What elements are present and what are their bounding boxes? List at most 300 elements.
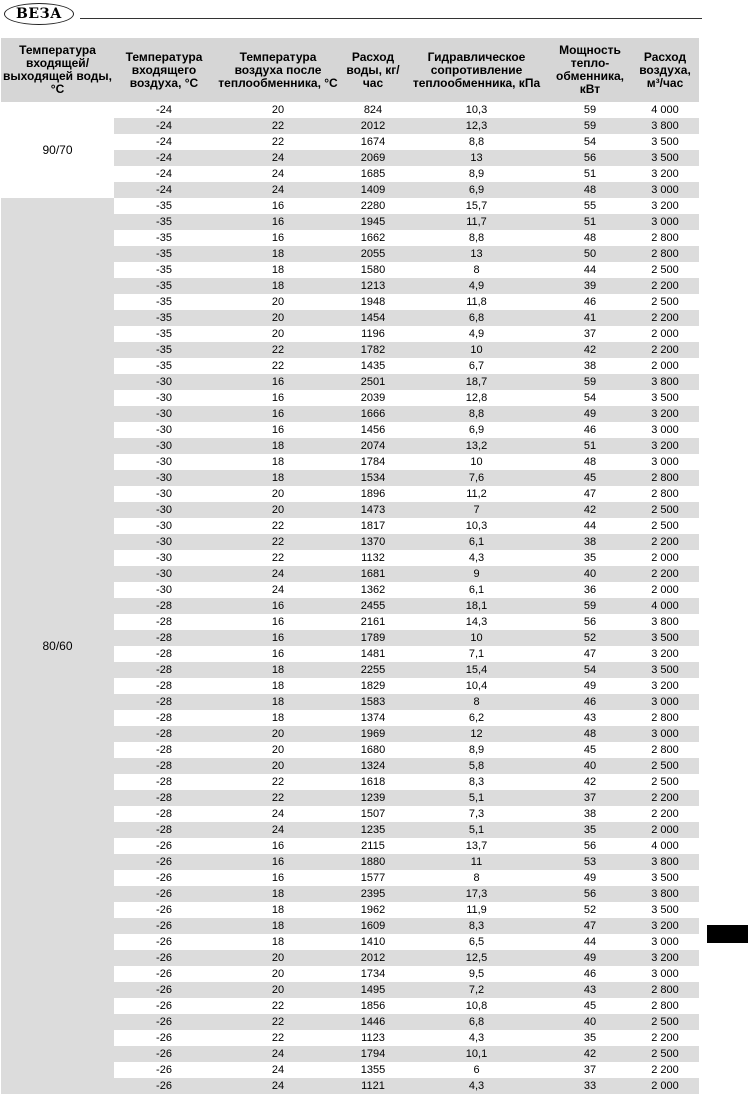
air-in-temp-cell: -24	[114, 182, 214, 198]
water-flow-cell: 2074	[342, 438, 404, 454]
air-in-temp-cell: -28	[114, 662, 214, 678]
air-in-temp-cell: -26	[114, 1062, 214, 1078]
air-flow-cell: 2 000	[631, 550, 699, 566]
air-flow-cell: 3 800	[631, 118, 699, 134]
air-in-temp-cell: -30	[114, 534, 214, 550]
power-cell: 56	[549, 614, 631, 630]
col-header-air-out-temp: Температура воздуха после теплообменника, °С	[214, 38, 342, 102]
air-out-temp-cell: 18	[214, 710, 342, 726]
resistance-cell: 10,3	[404, 102, 549, 118]
air-in-temp-cell: -35	[114, 294, 214, 310]
table-header-row	[1, 38, 699, 102]
air-in-temp-cell: -28	[114, 646, 214, 662]
water-flow-cell: 2255	[342, 662, 404, 678]
power-cell: 46	[549, 966, 631, 982]
water-flow-cell: 1680	[342, 742, 404, 758]
air-in-temp-cell: -28	[114, 710, 214, 726]
col-header-hydraulic-resistance: Гидравлическое сопротивление теплообменника, кПа	[404, 38, 549, 102]
power-cell: 40	[549, 1014, 631, 1030]
resistance-cell: 8,9	[404, 742, 549, 758]
water-flow-cell: 1782	[342, 342, 404, 358]
water-flow-cell: 1324	[342, 758, 404, 774]
water-flow-cell: 1681	[342, 566, 404, 582]
resistance-cell: 17,3	[404, 886, 549, 902]
air-flow-cell: 3 000	[631, 694, 699, 710]
air-flow-cell: 3 500	[631, 134, 699, 150]
resistance-cell: 4,9	[404, 326, 549, 342]
air-flow-cell: 2 200	[631, 342, 699, 358]
power-cell: 49	[549, 406, 631, 422]
power-cell: 45	[549, 470, 631, 486]
air-out-temp-cell: 20	[214, 326, 342, 342]
air-in-temp-cell: -26	[114, 1030, 214, 1046]
air-flow-cell: 2 500	[631, 1046, 699, 1062]
table-row	[1, 102, 699, 118]
resistance-cell: 13	[404, 150, 549, 166]
air-in-temp-cell: -26	[114, 838, 214, 854]
water-flow-cell: 1969	[342, 726, 404, 742]
air-out-temp-cell: 16	[214, 374, 342, 390]
water-flow-cell: 1817	[342, 518, 404, 534]
air-out-temp-cell: 24	[214, 166, 342, 182]
air-out-temp-cell: 16	[214, 230, 342, 246]
air-in-temp-cell: -28	[114, 758, 214, 774]
resistance-cell: 15,4	[404, 662, 549, 678]
air-in-temp-cell: -26	[114, 934, 214, 950]
power-cell: 37	[549, 326, 631, 342]
air-flow-cell: 2 000	[631, 822, 699, 838]
air-out-temp-cell: 22	[214, 790, 342, 806]
page-side-tab	[707, 925, 748, 943]
air-in-temp-cell: -30	[114, 502, 214, 518]
air-flow-cell: 4 000	[631, 838, 699, 854]
water-flow-cell: 1456	[342, 422, 404, 438]
resistance-cell: 8,3	[404, 918, 549, 934]
air-out-temp-cell: 16	[214, 390, 342, 406]
resistance-cell: 11	[404, 854, 549, 870]
resistance-cell: 6,9	[404, 422, 549, 438]
resistance-cell: 18,1	[404, 598, 549, 614]
power-cell: 51	[549, 438, 631, 454]
resistance-cell: 6,8	[404, 310, 549, 326]
power-cell: 37	[549, 1062, 631, 1078]
resistance-cell: 4,3	[404, 1078, 549, 1094]
resistance-cell: 11,9	[404, 902, 549, 918]
air-flow-cell: 3 800	[631, 614, 699, 630]
air-in-temp-cell: -35	[114, 342, 214, 358]
air-in-temp-cell: -24	[114, 166, 214, 182]
power-cell: 48	[549, 182, 631, 198]
col-header-power: Мощность тепло-обменника, кВт	[549, 38, 631, 102]
air-flow-cell: 3 000	[631, 182, 699, 198]
air-flow-cell: 2 500	[631, 1014, 699, 1030]
water-flow-cell: 1784	[342, 454, 404, 470]
power-cell: 38	[549, 358, 631, 374]
resistance-cell: 7,1	[404, 646, 549, 662]
water-flow-cell: 1213	[342, 278, 404, 294]
resistance-cell: 11,8	[404, 294, 549, 310]
power-cell: 35	[549, 550, 631, 566]
resistance-cell: 6,2	[404, 710, 549, 726]
power-cell: 48	[549, 230, 631, 246]
air-out-temp-cell: 16	[214, 406, 342, 422]
air-out-temp-cell: 18	[214, 694, 342, 710]
resistance-cell: 15,7	[404, 198, 549, 214]
air-out-temp-cell: 24	[214, 1046, 342, 1062]
power-cell: 42	[549, 1046, 631, 1062]
water-flow-cell: 1734	[342, 966, 404, 982]
water-flow-cell: 2039	[342, 390, 404, 406]
air-in-temp-cell: -24	[114, 118, 214, 134]
water-flow-cell: 1409	[342, 182, 404, 198]
air-in-temp-cell: -30	[114, 566, 214, 582]
resistance-cell: 18,7	[404, 374, 549, 390]
resistance-cell: 8	[404, 870, 549, 886]
power-cell: 54	[549, 662, 631, 678]
air-out-temp-cell: 22	[214, 342, 342, 358]
air-flow-cell: 3 500	[631, 870, 699, 886]
air-in-temp-cell: -26	[114, 1046, 214, 1062]
air-out-temp-cell: 20	[214, 758, 342, 774]
resistance-cell: 9,5	[404, 966, 549, 982]
air-in-temp-cell: -35	[114, 278, 214, 294]
air-in-temp-cell: -28	[114, 726, 214, 742]
power-cell: 51	[549, 166, 631, 182]
air-in-temp-cell: -30	[114, 582, 214, 598]
air-out-temp-cell: 18	[214, 918, 342, 934]
air-in-temp-cell: -28	[114, 678, 214, 694]
resistance-cell: 8,3	[404, 774, 549, 790]
air-out-temp-cell: 18	[214, 454, 342, 470]
air-out-temp-cell: 16	[214, 214, 342, 230]
air-flow-cell: 3 200	[631, 406, 699, 422]
water-flow-cell: 1794	[342, 1046, 404, 1062]
water-flow-cell: 2012	[342, 950, 404, 966]
power-cell: 49	[549, 678, 631, 694]
col-header-air-flow: Расход воздуха, м³/час	[631, 38, 699, 102]
air-in-temp-cell: -30	[114, 470, 214, 486]
air-flow-cell: 2 800	[631, 246, 699, 262]
air-in-temp-cell: -28	[114, 806, 214, 822]
power-cell: 48	[549, 454, 631, 470]
resistance-cell: 12	[404, 726, 549, 742]
water-flow-cell: 1121	[342, 1078, 404, 1094]
air-out-temp-cell: 22	[214, 1014, 342, 1030]
air-out-temp-cell: 16	[214, 198, 342, 214]
air-in-temp-cell: -30	[114, 390, 214, 406]
power-cell: 43	[549, 710, 631, 726]
resistance-cell: 8,8	[404, 406, 549, 422]
air-out-temp-cell: 16	[214, 422, 342, 438]
air-in-temp-cell: -30	[114, 486, 214, 502]
water-flow-cell: 1374	[342, 710, 404, 726]
air-out-temp-cell: 20	[214, 310, 342, 326]
water-flow-cell: 2115	[342, 838, 404, 854]
air-in-temp-cell: -35	[114, 310, 214, 326]
air-out-temp-cell: 16	[214, 598, 342, 614]
air-out-temp-cell: 22	[214, 998, 342, 1014]
air-flow-cell: 2 500	[631, 262, 699, 278]
air-out-temp-cell: 22	[214, 1030, 342, 1046]
power-cell: 59	[549, 598, 631, 614]
resistance-cell: 10,8	[404, 998, 549, 1014]
air-in-temp-cell: -35	[114, 246, 214, 262]
air-out-temp-cell: 20	[214, 294, 342, 310]
power-cell: 46	[549, 694, 631, 710]
air-out-temp-cell: 18	[214, 470, 342, 486]
air-flow-cell: 3 500	[631, 902, 699, 918]
air-in-temp-cell: -26	[114, 1078, 214, 1094]
col-header-air-in-temp: Температура входящего воздуха, °С	[114, 38, 214, 102]
power-cell: 47	[549, 486, 631, 502]
header-divider	[80, 18, 702, 19]
power-cell: 38	[549, 806, 631, 822]
resistance-cell: 4,3	[404, 1030, 549, 1046]
air-in-temp-cell: -35	[114, 198, 214, 214]
air-out-temp-cell: 18	[214, 262, 342, 278]
air-flow-cell: 3 000	[631, 422, 699, 438]
air-out-temp-cell: 20	[214, 502, 342, 518]
air-flow-cell: 2 200	[631, 310, 699, 326]
resistance-cell: 13,7	[404, 838, 549, 854]
air-flow-cell: 3 800	[631, 854, 699, 870]
power-cell: 33	[549, 1078, 631, 1094]
water-flow-cell: 1577	[342, 870, 404, 886]
water-flow-cell: 2161	[342, 614, 404, 630]
air-out-temp-cell: 24	[214, 806, 342, 822]
air-flow-cell: 2 200	[631, 790, 699, 806]
water-flow-cell: 1829	[342, 678, 404, 694]
air-in-temp-cell: -28	[114, 790, 214, 806]
company-logo	[4, 3, 74, 25]
water-flow-cell: 1235	[342, 822, 404, 838]
power-cell: 42	[549, 342, 631, 358]
power-cell: 51	[549, 214, 631, 230]
air-out-temp-cell: 18	[214, 246, 342, 262]
resistance-cell: 13	[404, 246, 549, 262]
air-in-temp-cell: -28	[114, 742, 214, 758]
air-in-temp-cell: -28	[114, 598, 214, 614]
air-in-temp-cell: -26	[114, 966, 214, 982]
water-flow-cell: 1945	[342, 214, 404, 230]
air-flow-cell: 3 800	[631, 374, 699, 390]
resistance-cell: 7,6	[404, 470, 549, 486]
air-out-temp-cell: 20	[214, 486, 342, 502]
air-flow-cell: 2 200	[631, 806, 699, 822]
air-out-temp-cell: 16	[214, 854, 342, 870]
air-in-temp-cell: -26	[114, 950, 214, 966]
air-flow-cell: 2 200	[631, 534, 699, 550]
resistance-cell: 13,2	[404, 438, 549, 454]
power-cell: 52	[549, 630, 631, 646]
air-in-temp-cell: -26	[114, 998, 214, 1014]
air-flow-cell: 2 000	[631, 1078, 699, 1094]
resistance-cell: 11,2	[404, 486, 549, 502]
power-cell: 40	[549, 566, 631, 582]
water-flow-cell: 824	[342, 102, 404, 118]
air-out-temp-cell: 20	[214, 966, 342, 982]
air-in-temp-cell: -30	[114, 518, 214, 534]
air-flow-cell: 3 200	[631, 918, 699, 934]
power-cell: 55	[549, 198, 631, 214]
air-flow-cell: 3 200	[631, 646, 699, 662]
air-flow-cell: 2 500	[631, 774, 699, 790]
air-out-temp-cell: 16	[214, 870, 342, 886]
air-flow-cell: 2 200	[631, 566, 699, 582]
resistance-cell: 10	[404, 454, 549, 470]
air-in-temp-cell: -28	[114, 630, 214, 646]
water-flow-cell: 1370	[342, 534, 404, 550]
air-in-temp-cell: -24	[114, 102, 214, 118]
air-out-temp-cell: 20	[214, 102, 342, 118]
air-flow-cell: 3 000	[631, 214, 699, 230]
air-out-temp-cell: 20	[214, 982, 342, 998]
water-flow-cell: 1789	[342, 630, 404, 646]
air-flow-cell: 3 000	[631, 454, 699, 470]
water-flow-cell: 1609	[342, 918, 404, 934]
water-flow-cell: 1662	[342, 230, 404, 246]
air-in-temp-cell: -26	[114, 1014, 214, 1030]
resistance-cell: 8	[404, 694, 549, 710]
resistance-cell: 4,9	[404, 278, 549, 294]
air-out-temp-cell: 20	[214, 726, 342, 742]
logo-text: ВЕЗА	[15, 6, 62, 22]
air-in-temp-cell: -26	[114, 886, 214, 902]
air-out-temp-cell: 24	[214, 1062, 342, 1078]
air-out-temp-cell: 22	[214, 534, 342, 550]
air-flow-cell: 2 000	[631, 358, 699, 374]
water-flow-cell: 2455	[342, 598, 404, 614]
air-out-temp-cell: 22	[214, 118, 342, 134]
resistance-cell: 10,4	[404, 678, 549, 694]
resistance-cell: 10,1	[404, 1046, 549, 1062]
water-flow-cell: 2055	[342, 246, 404, 262]
power-cell: 56	[549, 838, 631, 854]
air-out-temp-cell: 18	[214, 438, 342, 454]
power-cell: 48	[549, 726, 631, 742]
water-flow-cell: 1580	[342, 262, 404, 278]
water-flow-cell: 1495	[342, 982, 404, 998]
air-in-temp-cell: -35	[114, 214, 214, 230]
power-cell: 56	[549, 150, 631, 166]
power-cell: 43	[549, 982, 631, 998]
water-flow-cell: 1962	[342, 902, 404, 918]
resistance-cell: 6,9	[404, 182, 549, 198]
air-out-temp-cell: 24	[214, 566, 342, 582]
power-cell: 37	[549, 790, 631, 806]
air-flow-cell: 3 000	[631, 726, 699, 742]
air-flow-cell: 2 800	[631, 742, 699, 758]
resistance-cell: 10	[404, 342, 549, 358]
water-flow-cell: 1666	[342, 406, 404, 422]
power-cell: 54	[549, 134, 631, 150]
air-flow-cell: 3 200	[631, 678, 699, 694]
power-cell: 54	[549, 390, 631, 406]
air-out-temp-cell: 20	[214, 742, 342, 758]
water-flow-cell: 1123	[342, 1030, 404, 1046]
water-flow-cell: 1685	[342, 166, 404, 182]
water-temp-group-cell: 80/60	[1, 198, 114, 1094]
air-in-temp-cell: -26	[114, 854, 214, 870]
water-flow-cell: 1583	[342, 694, 404, 710]
air-in-temp-cell: -30	[114, 438, 214, 454]
power-cell: 46	[549, 294, 631, 310]
air-flow-cell: 2 800	[631, 710, 699, 726]
water-flow-cell: 1446	[342, 1014, 404, 1030]
air-out-temp-cell: 22	[214, 134, 342, 150]
heat-exchanger-table	[1, 38, 699, 1094]
air-flow-cell: 2 200	[631, 1062, 699, 1078]
water-flow-cell: 1880	[342, 854, 404, 870]
air-out-temp-cell: 16	[214, 838, 342, 854]
resistance-cell: 7,2	[404, 982, 549, 998]
water-flow-cell: 1618	[342, 774, 404, 790]
resistance-cell: 8,8	[404, 230, 549, 246]
air-flow-cell: 3 200	[631, 166, 699, 182]
resistance-cell: 5,1	[404, 790, 549, 806]
water-flow-cell: 1196	[342, 326, 404, 342]
resistance-cell: 12,3	[404, 118, 549, 134]
air-flow-cell: 3 200	[631, 198, 699, 214]
resistance-cell: 14,3	[404, 614, 549, 630]
resistance-cell: 8,9	[404, 166, 549, 182]
power-cell: 42	[549, 774, 631, 790]
water-flow-cell: 1948	[342, 294, 404, 310]
air-in-temp-cell: -35	[114, 262, 214, 278]
water-flow-cell: 2069	[342, 150, 404, 166]
power-cell: 45	[549, 742, 631, 758]
air-out-temp-cell: 16	[214, 646, 342, 662]
air-in-temp-cell: -30	[114, 422, 214, 438]
air-in-temp-cell: -30	[114, 454, 214, 470]
power-cell: 50	[549, 246, 631, 262]
power-cell: 46	[549, 422, 631, 438]
table-row	[1, 198, 699, 214]
air-flow-cell: 3 500	[631, 150, 699, 166]
power-cell: 44	[549, 518, 631, 534]
air-out-temp-cell: 20	[214, 950, 342, 966]
water-flow-cell: 1410	[342, 934, 404, 950]
water-flow-cell: 1239	[342, 790, 404, 806]
power-cell: 44	[549, 262, 631, 278]
air-flow-cell: 2 800	[631, 486, 699, 502]
power-cell: 49	[549, 950, 631, 966]
air-flow-cell: 2 000	[631, 326, 699, 342]
resistance-cell: 4,3	[404, 550, 549, 566]
air-in-temp-cell: -28	[114, 822, 214, 838]
air-in-temp-cell: -35	[114, 326, 214, 342]
air-flow-cell: 2 000	[631, 582, 699, 598]
water-flow-cell: 1507	[342, 806, 404, 822]
air-flow-cell: 3 500	[631, 662, 699, 678]
resistance-cell: 12,5	[404, 950, 549, 966]
air-in-temp-cell: -26	[114, 982, 214, 998]
air-out-temp-cell: 18	[214, 902, 342, 918]
power-cell: 47	[549, 918, 631, 934]
water-flow-cell: 2395	[342, 886, 404, 902]
resistance-cell: 6,1	[404, 534, 549, 550]
power-cell: 59	[549, 102, 631, 118]
resistance-cell: 8,8	[404, 134, 549, 150]
air-in-temp-cell: -26	[114, 902, 214, 918]
resistance-cell: 6,7	[404, 358, 549, 374]
water-flow-cell: 2280	[342, 198, 404, 214]
air-out-temp-cell: 24	[214, 582, 342, 598]
water-flow-cell: 1481	[342, 646, 404, 662]
power-cell: 35	[549, 1030, 631, 1046]
air-out-temp-cell: 22	[214, 358, 342, 374]
power-cell: 47	[549, 646, 631, 662]
